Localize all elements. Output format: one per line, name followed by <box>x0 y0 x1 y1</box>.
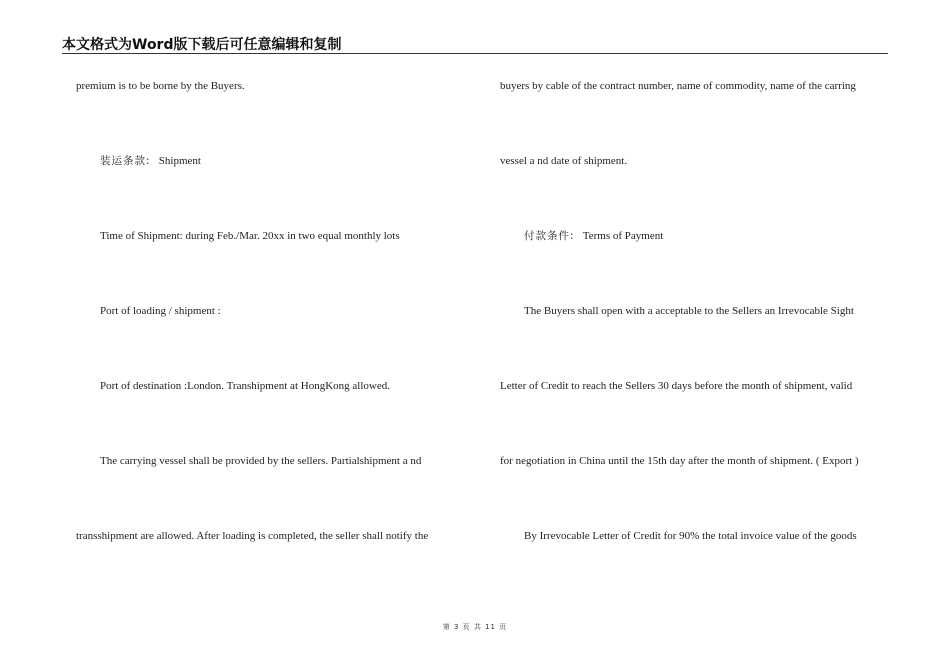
text-line: Time of Shipment: during Feb./Mar. 20xx in two equal monthly lots <box>100 230 400 242</box>
section-label: 装运条款: <box>100 155 151 167</box>
page-header <box>62 33 888 54</box>
text-line: The carrying vessel shall be provided by the sellers. Partialshipment a nd <box>100 455 422 467</box>
section-heading-payment <box>524 229 663 243</box>
text-line: By Irrevocable Letter of Credit for 90% the total invoice value of the goods <box>524 530 857 542</box>
text-line: for negotiation in China until the 15th day after the month of shipment. ( Export ) <box>500 455 859 467</box>
text-line: transshipment are allowed. After loading is completed, the seller shall notify the <box>76 530 429 542</box>
text-line: Letter of Credit to reach the Sellers 30 days before the month of shipment, valid <box>500 380 853 392</box>
header-title: 本文格式为Word版下载后可任意编辑和复制 <box>62 37 342 53</box>
section-heading-shipment <box>100 154 201 168</box>
text-line: The Buyers shall open with a acceptable to the Sellers an Irrevocable Sight <box>524 305 854 317</box>
section-label: 付款条件: <box>524 230 575 242</box>
page-footer <box>0 622 950 632</box>
page-number: 第 3 页 共 11 页 <box>442 623 508 631</box>
text-line: Port of destination :London. Transhipment at HongKong allowed. <box>100 380 390 392</box>
text-line: Port of loading / shipment : <box>100 305 221 317</box>
section-title: Shipment <box>158 155 201 167</box>
text-line: buyers by cable of the contract number, name of commodity, name of the carring <box>500 80 856 92</box>
text-line: vessel a nd date of shipment. <box>500 155 628 167</box>
text-line: premium is to be borne by the Buyers. <box>76 80 245 92</box>
section-title: Terms of Payment <box>582 230 664 242</box>
